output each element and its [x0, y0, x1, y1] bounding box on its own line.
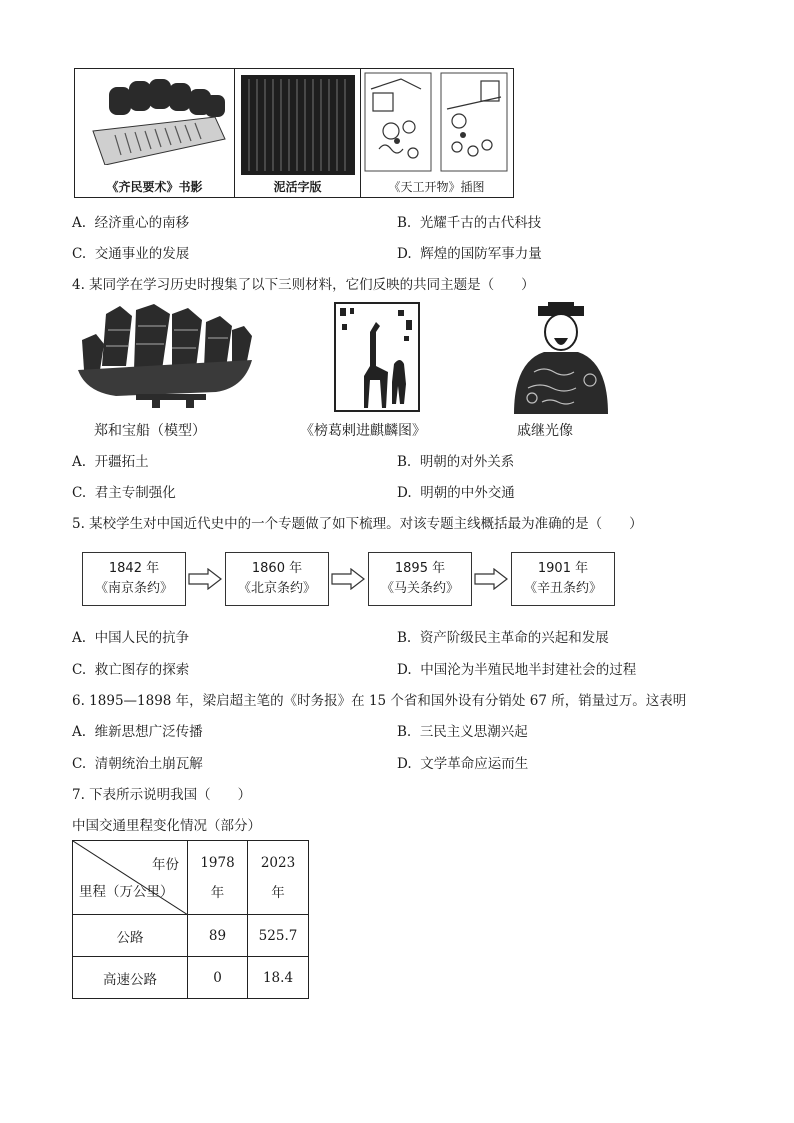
header-year-label: 年份	[152, 857, 179, 873]
clay-type-image	[235, 69, 361, 197]
table-cell: 0	[188, 957, 248, 999]
image-caption: 泥活字版	[273, 180, 322, 194]
option-key: A.	[72, 215, 87, 231]
book-scroll-illustration	[75, 69, 235, 179]
table-row	[73, 915, 309, 957]
image-caption: 《榜葛剌进麒麟图》	[300, 423, 426, 439]
image-caption: 《齐民要术》书影	[106, 180, 203, 194]
table-cell: 525.7	[248, 915, 309, 957]
q5-option-c[interactable]	[72, 661, 189, 679]
q5-option-d[interactable]	[397, 661, 636, 679]
q6-option-c[interactable]	[72, 755, 203, 773]
table-cell: 89	[188, 915, 248, 957]
year-header-cell	[248, 841, 309, 915]
timeline-year: 1860 年	[251, 561, 303, 576]
timeline-year: 1901 年	[537, 561, 589, 576]
option-key: C.	[72, 485, 87, 501]
timeline-box	[368, 552, 472, 606]
timeline-treaty: 《辛丑条约》	[523, 581, 602, 596]
q3-option-b[interactable]	[397, 214, 541, 232]
ship-illustration	[76, 300, 256, 410]
option-text: 文学革命应运而生	[420, 756, 529, 772]
q7-stem: 7. 下表所示说明我国（ ）	[72, 787, 252, 803]
q5-option-b[interactable]	[397, 629, 609, 647]
giraffe-painting-image	[334, 302, 420, 416]
diagonal-header-cell	[73, 841, 188, 915]
q3-option-c[interactable]	[72, 245, 189, 263]
timeline-box	[225, 552, 329, 606]
giraffe-illustration	[334, 302, 420, 412]
q4-option-a[interactable]	[72, 453, 149, 471]
option-key: B.	[397, 630, 412, 646]
option-key: B.	[397, 215, 412, 231]
option-text: 光耀千古的古代科技	[419, 215, 542, 231]
q5-option-a[interactable]	[72, 629, 189, 647]
option-key: D.	[397, 485, 412, 501]
q6-option-d[interactable]	[397, 755, 528, 773]
tiangong-kaiwu-illustration	[361, 69, 512, 179]
q4-option-b[interactable]	[397, 453, 514, 471]
q4-option-d[interactable]	[397, 484, 515, 502]
transport-mileage-table	[72, 840, 309, 999]
timeline-box	[82, 552, 186, 606]
q4-option-c[interactable]	[72, 484, 176, 502]
option-text: 开疆拓土	[94, 454, 149, 470]
zheng-he-ship-image	[76, 300, 256, 414]
option-text: 交通事业的发展	[94, 246, 190, 262]
image-caption: 戚继光像	[517, 423, 573, 439]
table-cell: 18.4	[248, 957, 309, 999]
q6-option-b[interactable]	[397, 723, 528, 741]
qi-jiguang-portrait-image	[504, 302, 618, 418]
clay-type-plate-illustration	[235, 69, 361, 179]
option-key: A.	[72, 630, 87, 646]
option-text: 救亡图存的探索	[94, 662, 190, 678]
option-key: D.	[397, 246, 412, 262]
option-text: 辉煌的国防军事力量	[420, 246, 542, 262]
option-key: A.	[72, 724, 87, 740]
option-key: C.	[72, 662, 87, 678]
option-text: 中国人民的抗争	[94, 630, 190, 646]
q6-stem: 6. 1895—1898 年，梁启超主笔的《时务报》在 15 个省和国外设有分销处 67 所，销量过万。这表明	[72, 693, 687, 709]
option-text: 维新思想广泛传播	[94, 724, 203, 740]
year-header-cell	[188, 841, 248, 915]
option-text: 资产阶级民主革命的兴起和发展	[419, 630, 609, 646]
portrait-illustration	[504, 302, 618, 414]
year-unit: 年	[210, 884, 225, 901]
row-label: 高速公路	[73, 957, 188, 999]
image-caption: 《天工开物》插图	[388, 180, 485, 194]
image-caption: 郑和宝船（模型）	[94, 423, 206, 439]
year-unit: 年	[271, 884, 285, 901]
header-mileage-label: 里程（万公里）	[79, 884, 174, 900]
q5-stem: 5. 某校学生对中国近代史中的一个专题做了如下梳理。对该专题主线概括最为准确的是（ ）	[72, 516, 643, 532]
option-key: C.	[72, 246, 87, 262]
timeline-treaty: 《南京条约》	[94, 581, 173, 596]
timeline-treaty: 《北京条约》	[237, 581, 316, 596]
right-arrow-icon	[188, 568, 222, 590]
year-value: 1978	[200, 854, 235, 871]
qimin-yaoshu-image	[75, 69, 235, 197]
q3-option-a[interactable]	[72, 214, 189, 232]
option-key: A.	[72, 454, 87, 470]
option-text: 君主专制强化	[94, 485, 176, 501]
year-value: 2023	[260, 854, 296, 871]
timeline-year: 1895 年	[394, 561, 446, 576]
q6-option-a[interactable]	[72, 723, 203, 741]
tiangong-kaiwu-image	[361, 69, 512, 197]
table-title: 中国交通里程变化情况（部分）	[72, 818, 261, 834]
option-text: 明朝的中外交通	[420, 485, 515, 501]
table-header-row	[73, 841, 309, 915]
right-arrow-icon	[331, 568, 365, 590]
timeline-year: 1842 年	[108, 561, 160, 576]
q4-stem: 4. 某同学在学习历史时搜集了以下三则材料，它们反映的共同主题是（ ）	[72, 277, 535, 293]
timeline-treaty: 《马关条约》	[380, 581, 459, 596]
option-text: 清朝统治土崩瓦解	[94, 756, 203, 772]
option-text: 中国沦为半殖民地半封建社会的过程	[420, 662, 637, 678]
row-label: 公路	[73, 915, 188, 957]
option-key: B.	[397, 724, 412, 740]
q3-option-d[interactable]	[397, 245, 542, 263]
right-arrow-icon	[474, 568, 508, 590]
table-row	[73, 957, 309, 999]
option-text: 三民主义思潮兴起	[419, 724, 528, 740]
option-text: 经济重心的南移	[94, 215, 190, 231]
option-key: D.	[397, 662, 412, 678]
q3-image-strip	[74, 68, 514, 198]
option-key: D.	[397, 756, 412, 772]
timeline-box	[511, 552, 615, 606]
option-key: C.	[72, 756, 87, 772]
option-text: 明朝的对外关系	[419, 454, 515, 470]
option-key: B.	[397, 454, 412, 470]
